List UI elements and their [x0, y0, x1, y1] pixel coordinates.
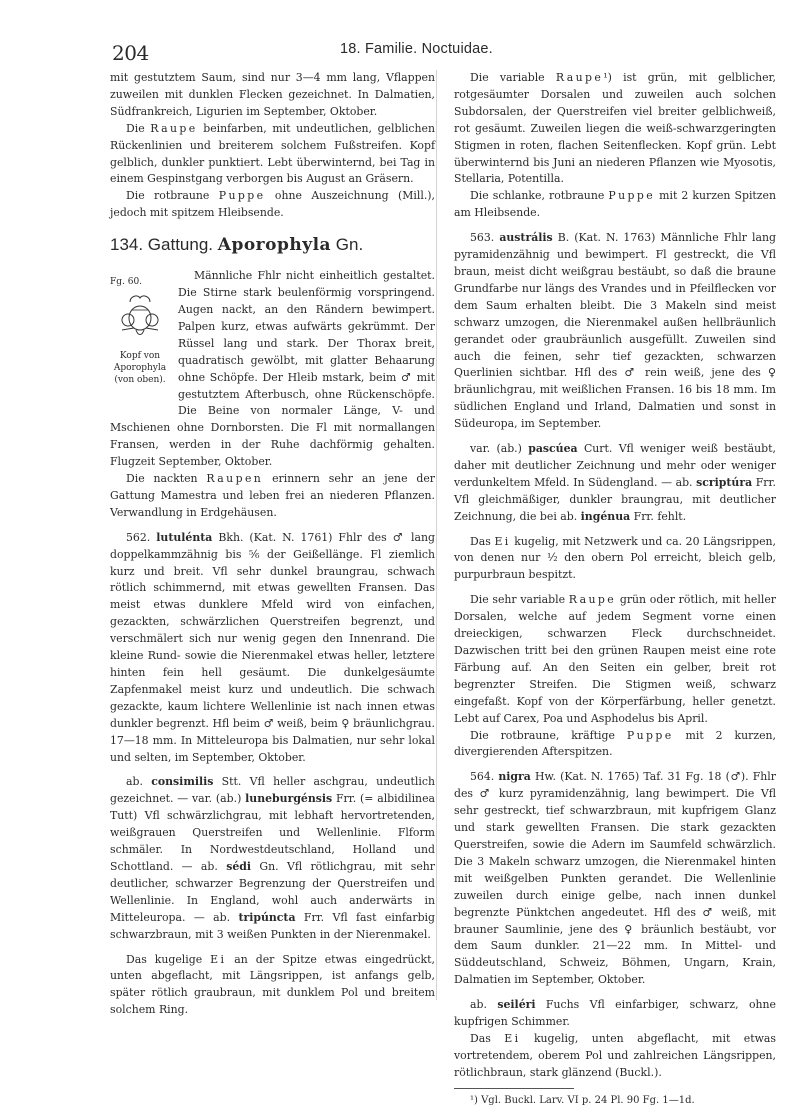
paragraph-text: kugelig, mit Netzwerk und ca. 20 Längsrippen, von denen nur ¹⁄₂ den obern Pol erreicht, bleich gelb, purpurbraun bespitzt. [454, 534, 776, 582]
genus-prefix: 134. Gattung. [110, 235, 218, 255]
left-column [110, 70, 435, 1019]
species-name: austrális [499, 231, 553, 245]
term-puppe: Puppe [608, 189, 656, 203]
species-563 [454, 230, 776, 433]
paragraph-ei [110, 952, 435, 1020]
page-number: 204 [112, 41, 149, 65]
var-text: var. (ab.) [470, 442, 529, 456]
footnote: ¹) Vgl. Buckl. Larv. VI p. 24 Pl. 90 Fg. 1—1d. [470, 1094, 695, 1106]
paragraph-raupe: Die Raupe beinfarben, mit undeutlichen, gelblichen Rückenlinien und breiterem solchem Fußstreifen. Kopf gelblich, dunkler punktiert. Lebt überwinternd, bei Tag in einem Gespinstgang verborgen bis August an Gräsern. [110, 121, 435, 186]
right-column [454, 70, 776, 1110]
ab-name: tripúncta [238, 910, 296, 924]
paragraph-ei [454, 1031, 776, 1082]
paragraph-text: mit 2 kurzen, divergierenden Afterspitzen. [454, 728, 776, 759]
genus-name: Aporophyla [217, 235, 332, 256]
paragraph-puppe [110, 188, 435, 222]
paragraph-text: ¹) ist grün, mit gelblicher, rotgesäumter Dorsalen und zuweilen auch solchen Subdorsalen, der Querstreifen viel breiter gelblichweiß, rot gesäumt. Zuweilen liegen die weiß-schwarzgeringten Stigmen in roten, flachen Seitenflecken. Kopf grün. Lebt überwinternd bis Juni an niederen Pflanzen wie Myosotis, Stellaria, Potentilla. [454, 71, 776, 186]
ab-name: sédi [226, 859, 252, 873]
term-ei: Ei [210, 952, 227, 966]
species-number: 562. [126, 530, 157, 544]
paragraph-ei [454, 534, 776, 585]
species-text: Bkh. (Kat. N. 1761) Fhlr des ♂ lang doppelkammzähnig bis ⁵⁄₆ der Geißellänge. Fl ziemlich kurz und breit. Vfl sehr dunkel braungrau, schwach rötlich schimmernd, mit etwas gewellten Fransen. Das meist etwas dunklere Mfeld wird von einfachen, gezackten, schwärzlichen Querstreifen begrenzt, und verschmälert sich nur wenig gegen den Innenrand. Die kleine Rund- sowie die Nierenmakel etwas heller, letztere hinten fein hell gesäumt. Die dunkelgesäumte Zapfenmakel meist kurz und undeutlich. Die schwach gezackte, kaum lichtere Wellenlinie ist nach innen etwas dunkler begrenzt. Hfl beim ♂ weiß, beim ♀ bräunlichgrau. 17—18 mm. In Mitteleuropa bis Dalmatien, nur sehr lokal und selten, im September, Oktober. [110, 530, 435, 764]
var-name: scriptúra [696, 475, 753, 489]
ab-text: Stt. Vfl heller aschgrau, undeutlich gezeichnet. — var. (ab.) [110, 775, 436, 806]
term-ei: Ei [504, 1031, 521, 1045]
ab-name: seiléri [497, 998, 536, 1012]
ab-name: consimilis [151, 775, 214, 789]
figure-caption: Kopf von Aporophyla (von oben). [113, 351, 167, 386]
genus-description: Männliche Fhlr nicht einheitlich gestaltet. Die Stirne stark beulenförmig vorspringend. Augen nackt, an den Rändern bewimpert. Palpen kurz, etwas aufwärts gekrümmt. Der Rüssel lang und stark. Der Thorax breit, quadratisch gewölbt, mit glatter Behaarung ohne Schöpfe. Der Hleib mstark, beim ♂ mit gestutztem Afterbusch, ohne Rückenschöpfe. Die Beine von normaler Länge, V- und Mschienen ohne Dornborsten. Die Fl mit normallangen Fransen, werden in der Ruhe dachförmig gehalten. Flugzeit September, Oktober. [110, 269, 435, 469]
paragraph-text: Die nackten [126, 472, 207, 486]
term-raupen: Raupen [206, 472, 264, 486]
species-number: 563. [470, 231, 500, 245]
var-text: Frr. fehlt. [630, 509, 687, 523]
paragraph-puppe [454, 188, 776, 222]
var-name: ingénua [580, 509, 631, 523]
species-text: Hw. (Kat. N. 1765) Taf. 31 Fg. 18 (♂). Fhlr des ♂ kurz pyramidenzähnig, lang bewimpert. Die Vfl sehr gestreckt, tief schwarzbraun, mit kupfrigem Glanz und stark gewellten Fransen. Die stark gezackten Querstreifen, sowie die Adern im Saumfeld schwärzlich. Die 3 Makeln schwarz umzogen, die Nierenmakel hinten mit weißgelben Punkten gerandet. Die Wellenlinie zuweilen durch einige gelbe, nach innen dunkel begrenzte Pünktchen angedeutet. Hfl des ♂ weiß, mit brauner Saumlinie, jene des ♀ bräunlich bestäubt, vor dem Saum dunkler. 21—22 mm. In Mittel- und Süddeutschland, Schweiz, Böhmen, Ungarn, Krain, Dalmatien im September, Oktober. [454, 770, 776, 987]
paragraph-text: an der Spitze etwas eingedrückt, unten abgeflacht, mit Längsrippen, ist anfangs gelb, später rötlich graubraun, mit dunklem Pol und breitem solchem Ring. [110, 952, 435, 1017]
genus-author: Gn. [331, 235, 364, 255]
ab-text: Frr. Vfl fast einfarbig schwarzbraun, mit 3 weißen Punkten in der Nierenmakel. [110, 910, 435, 941]
figure-60 [110, 276, 170, 416]
paragraph-text: Das [470, 1031, 505, 1045]
moth-head-illustration [116, 292, 164, 344]
footnote-rule [454, 1088, 574, 1089]
running-title: 18. Familie. Noctuidae. [340, 41, 493, 57]
column-divider [436, 70, 437, 1000]
running-header [104, 37, 740, 65]
genus-heading [110, 234, 435, 256]
paragraph-text: Das kugelige [126, 952, 211, 966]
aberration-564 [454, 997, 776, 1031]
paragraph-raupe [454, 70, 776, 188]
ab-text: ab. [126, 775, 152, 789]
term-puppe: Puppe [218, 189, 266, 203]
paragraph-text: erinnern sehr an jene der Gattung Mamestra und leben frei an niederen Pflanzen. Verwandlung in Erdgehäusen. [110, 472, 435, 519]
ab-name: luneburgénsis [245, 792, 333, 806]
term-raupe: Raupe [150, 121, 198, 135]
paragraph-text: Die sehr variable [470, 593, 569, 607]
ab-text: Gn. Vfl rötlichgrau, mit sehr deutlicher, schwarzer Begrenzung der Querstreifen und Wellenlinie. In England, wohl auch anderwärts in Mitteleuropa. — ab. [110, 859, 435, 924]
ab-text: Frr. (= albidilinea Tutt) Vfl schwärzlichgrau, mit lebhaft hervortretenden, weißgrauen Querstreifen und Wellenlinie. Flform schmäler. In Nordwestdeutschland, Holland und Schottland. — ab. [110, 792, 436, 873]
paragraph-text: ohne Auszeichnung (Mill.), jedoch mit spitzem Hleibsende. [110, 189, 435, 220]
term-puppe: Puppe [626, 728, 674, 742]
paragraph-text: beinfarben, mit undeutlichen, gelblichen Rückenlinien und breiterem solchem Fußstreifen. Kopf gelblich, dunkler punktiert. Lebt überwinternd, bei Tag in einem Gespinstgang verborgen bis August an Gräsern. [110, 121, 435, 186]
paragraph-raupen [110, 471, 435, 522]
term-raupe: Raupe [568, 593, 617, 607]
paragraph-text: Die schlanke, rotbraune [470, 189, 609, 203]
paragraph-text: Die rotbraune, kräftige [470, 728, 627, 742]
paragraph-text: Das [470, 534, 495, 548]
ab-text: ab. [470, 998, 498, 1012]
paragraph-puppe [454, 728, 776, 762]
term-raupe: Raupe [555, 71, 604, 84]
aberrations-562 [110, 774, 435, 943]
species-text: B. (Kat. N. 1763) Männliche Fhlr lang pyramidenzähnig und bewimpert. Fl gestreckt, die Vfl braun, meist dicht weißgrau bestäubt, so daß die braune Grundfarbe nur längs des Vrandes und in Pfeilflecken vor dem Saum erhalten bleibt. Die 3 Makeln sind meist schwarz umzogen, die Nierenmakel außen hellbräunlich gerandet oder graubräunlich ausgefüllt. Zuweilen sind auch die feinen, sehr tief gezackten, schwarzen Querlinien sichtbar. Hfl des ♂ rein weiß, jene des ♀ bräunlichgrau, mit weißlichen Fransen. 16 bis 18 mm. Im südlichen England und Irland, Dalmatien und sonst in Südeuropa, im September. [454, 231, 777, 431]
species-number: 564. [470, 770, 499, 784]
species-name: nigra [498, 770, 531, 784]
species-name: lutulénta [156, 530, 213, 544]
paragraph-text: Die variable [470, 71, 556, 84]
paragraph: mit gestutztem Saum, sind nur 3—4 mm lang, Vflappen zuweilen mit dunklen Flecken gezeichnet. In Dalmatien, Südfrankreich, Ligurien im September, Oktober. [110, 71, 435, 118]
species-562 [110, 530, 435, 767]
paragraph-raupe [454, 592, 776, 727]
figure-label: Fg. 60. [110, 277, 143, 288]
paragraph-text: Die rotbraune [126, 189, 219, 203]
paragraph-text: grün oder rötlich, mit heller Dorsalen, welche auf jedem Segment vorne einen dreieckigen, schwarzen Fleck durchschneidet. Dazwischen tritt bei den grünen Raupen meist eine rote Färbung auf. An den Seiten ein gelber, breit rot begrenzter Streifen. Die Stigmen weiß, schwarz eingefaßt. Kopf von der Körperfärbung, heller genetzt. Lebt auf Carex, Poa und Asphodelus bis April. [454, 593, 776, 725]
var-text: Curt. Vfl weniger weiß bestäubt, daher mit deutlicher Zeichnung und mehr oder weniger verdunkeltem Mfeld. In Südengland. — ab. [454, 442, 776, 489]
paragraph-text: mit 2 kurzen Spitzen am Hleibsende. [454, 189, 776, 220]
var-text: Frr. Vfl gleichmäßiger, dunkler braungrau, mit deutlicher Zeichnung, die bei ab. [454, 475, 776, 523]
varieties-563 [454, 441, 776, 526]
term-ei: Ei [494, 534, 511, 548]
var-name: pascúea [528, 442, 578, 456]
paragraph-text: kugelig, unten abgeflacht, mit etwas vortretendem, oberem Pol und zahlreichen Längsrippen, rötlichbraun, stark glänzend (Buckl.). [454, 1031, 776, 1079]
species-564 [454, 769, 776, 989]
ab-text: Fuchs Vfl einfarbiger, schwarz, ohne kupfrigen Schimmer. [454, 998, 776, 1029]
